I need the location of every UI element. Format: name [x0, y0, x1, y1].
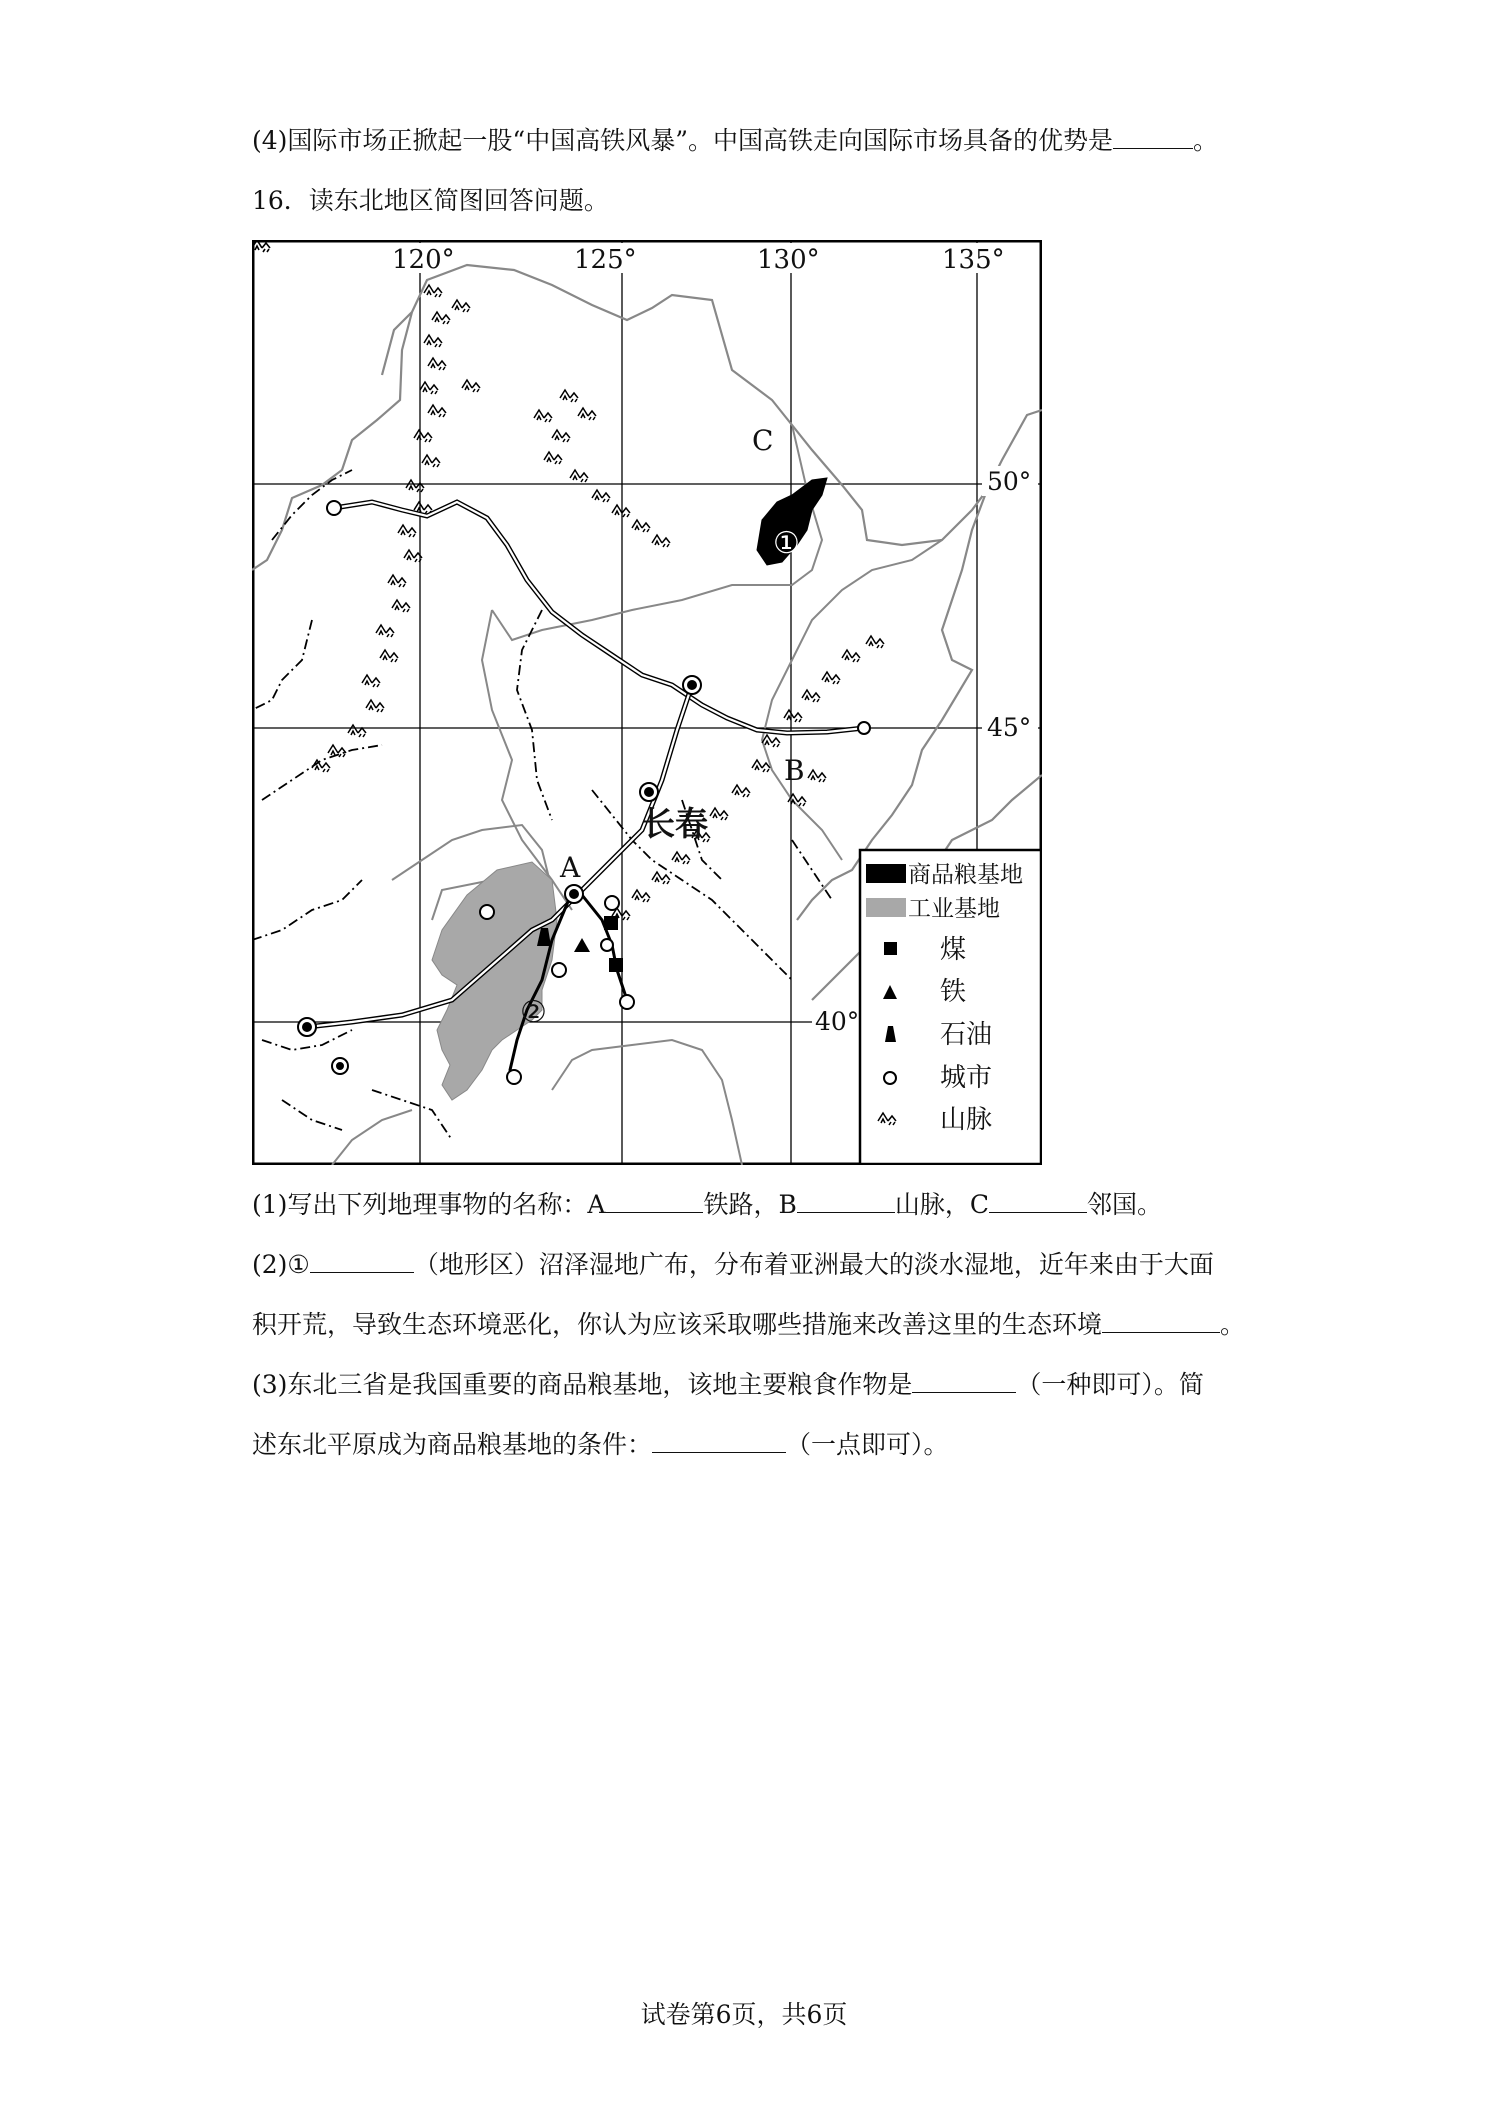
map-legend [860, 850, 1041, 1164]
question-16-1: (1)写出下列地理事物的名称：A 铁路，B 山脉，C 邻国。 [252, 1190, 1162, 1219]
industrial-base-legend-icon [866, 898, 906, 917]
answer-blank-crop[interactable] [912, 1368, 1016, 1393]
answer-blank-region[interactable] [310, 1248, 414, 1273]
lat-label: 50° [987, 467, 1032, 496]
answer-blank-C[interactable] [989, 1188, 1087, 1213]
northeast-china-map [252, 240, 1042, 1165]
legend-label: 煤 [940, 935, 967, 965]
question-16-2-line1: (2)① （地形区）沼泽湿地广布，分布着亚洲最大的淡水湿地，近年来由于大面 [252, 1250, 1214, 1279]
label-region-2: ② [520, 995, 547, 1030]
lon-label: 130° [757, 245, 820, 275]
coal-icon [604, 916, 618, 930]
lon-label: 135° [942, 245, 1005, 275]
lat-label: 40° [815, 1007, 860, 1036]
question-16-3-line2: 述东北平原成为商品粮基地的条件： （一点即可）。 [252, 1430, 949, 1459]
coal-legend-icon [884, 942, 897, 955]
label-region-1: ① [773, 526, 800, 561]
label-A: A [560, 851, 581, 884]
city-dot [327, 501, 341, 515]
city-legend-icon [884, 1072, 896, 1084]
answer-blank[interactable] [1113, 124, 1193, 149]
legend-label: 工业基地 [908, 896, 1000, 922]
lon-label: 120° [392, 245, 455, 275]
lon-label: 125° [574, 245, 637, 275]
label-changchun: 长春 [642, 804, 708, 843]
label-B: B [784, 754, 805, 787]
coal-icon [609, 958, 623, 972]
page-footer: 试卷第6页，共6页 [640, 2000, 848, 2029]
answer-blank-conditions[interactable] [652, 1428, 786, 1453]
question-15-4: (4)国际市场正掀起一股“中国高铁风暴”。中国高铁走向国际市场具备的优势是 。 [252, 126, 1218, 155]
answer-blank-measures[interactable] [1102, 1308, 1220, 1333]
legend-label: 铁 [940, 977, 967, 1007]
legend-label: 城市 [940, 1063, 993, 1093]
question-15-4-text: (4)国际市场正掀起一股“中国高铁风暴”。中国高铁走向国际市场具备的优势是 [252, 126, 1113, 155]
answer-blank-A[interactable] [605, 1188, 703, 1213]
legend-label: 石油 [940, 1020, 993, 1050]
question-16-title: 16．读东北地区简图回答问题。 [252, 186, 609, 215]
grain-base-legend-icon [866, 864, 906, 883]
legend-label: 山脉 [940, 1105, 993, 1135]
legend-label: 商品粮基地 [908, 862, 1023, 888]
question-16-2-line2: 积开荒，导致生态环境恶化，你认为应该采取哪些措施来改善这里的生态环境 。 [252, 1310, 1246, 1339]
question-16-3-line1: (3)东北三省是我国重要的商品粮基地，该地主要粮食作物是 （一种即可）。简 [252, 1370, 1204, 1399]
answer-blank-B[interactable] [797, 1188, 895, 1213]
lat-label: 45° [987, 713, 1032, 742]
label-C: C [752, 424, 774, 457]
